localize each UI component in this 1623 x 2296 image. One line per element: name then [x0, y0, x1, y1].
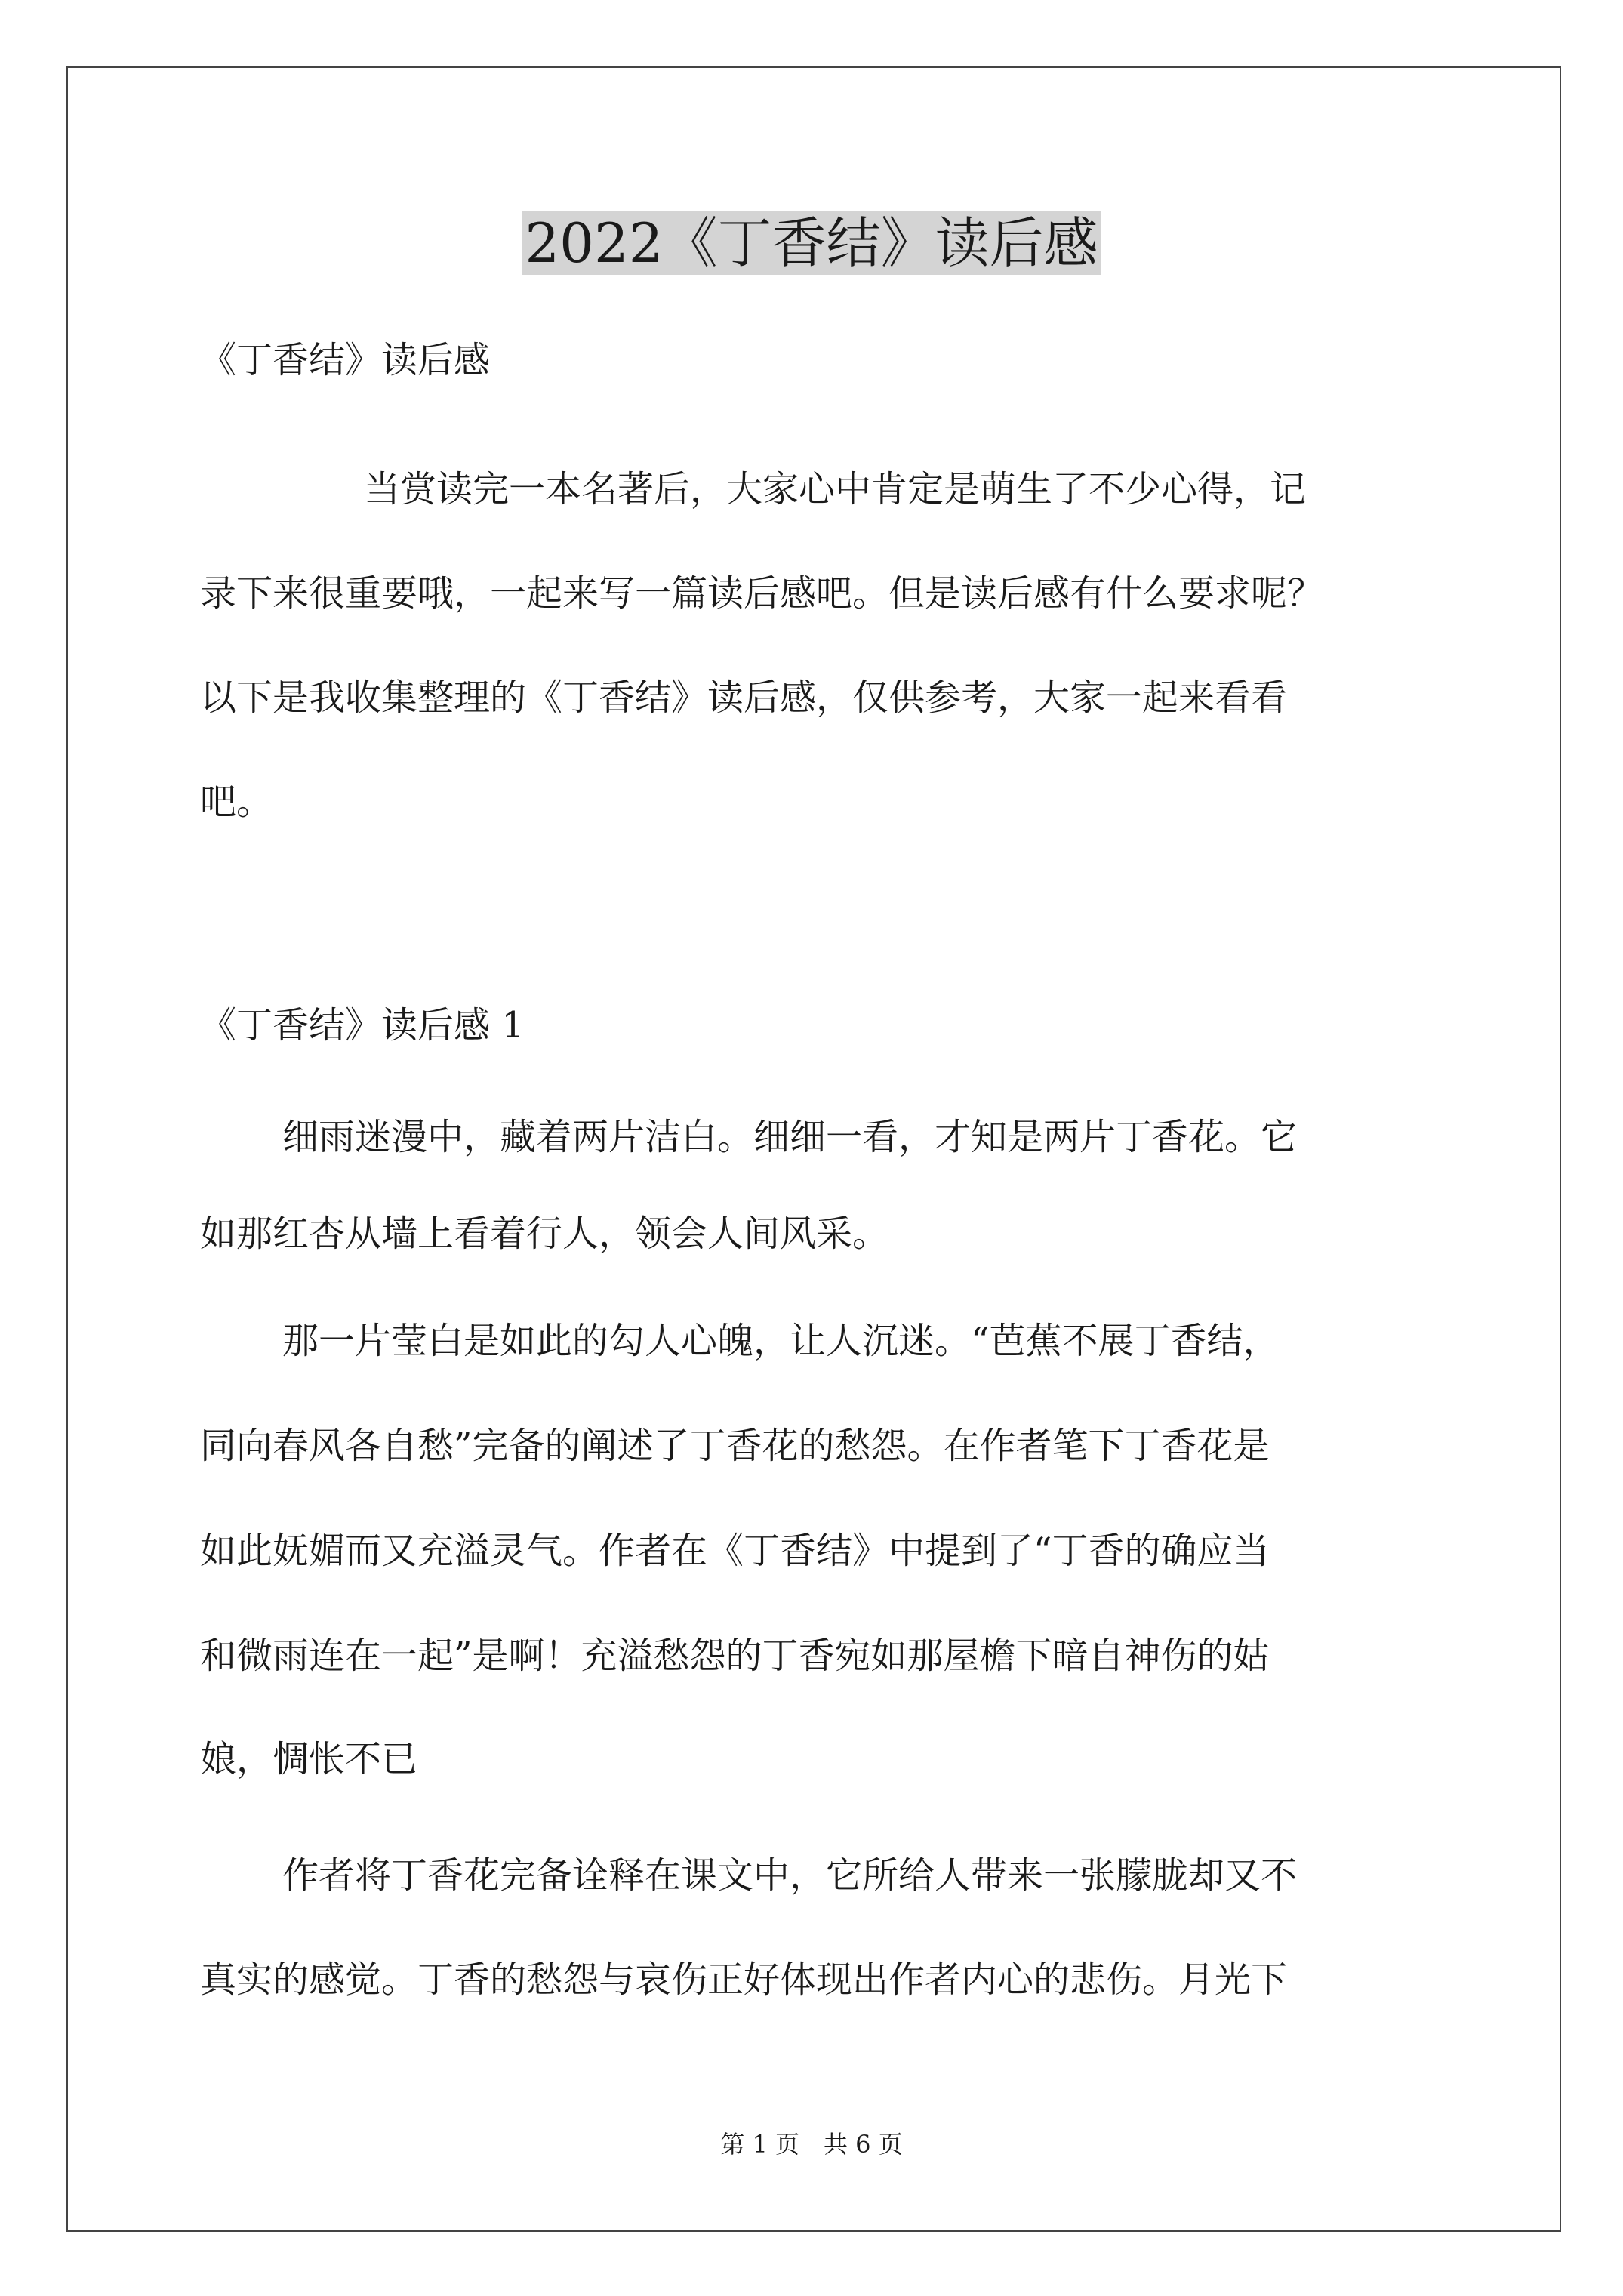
page-footer: 第 1 页 共 6 页 — [720, 2130, 903, 2159]
paragraph-line: 同向春风各自愁”完备的阐述了丁香花的愁怨。在作者笔下丁香花是 — [200, 1425, 1270, 1467]
intro-line: 以下是我收集整理的《丁香结》读后感，仅供参考，大家一起来看看 — [200, 676, 1288, 719]
paragraph-line: 和微雨连在一起”是啊！充溢愁怨的丁香宛如那屋檐下暗自神伤的姑 — [200, 1635, 1270, 1677]
paragraph-line: 如那红杏从墙上看着行人，领会人间风采。 — [200, 1213, 889, 1255]
intro-line: 吧。 — [200, 781, 273, 823]
intro-line: 当赏读完一本名著后，大家心中肯定是萌生了不少心得，记 — [364, 468, 1307, 510]
intro-line: 录下来很重要哦，一起来写一篇读后感吧。但是读后感有什么要求呢？ — [200, 572, 1324, 615]
paragraph-line: 真实的感觉。丁香的愁怨与哀伤正好体现出作者内心的悲伤。月光下 — [200, 1959, 1288, 2001]
paragraph-line: 那一片莹白是如此的勾人心魄，让人沉迷。“芭蕉不展丁香结， — [282, 1320, 1280, 1362]
document-title-text: 2022《丁香结》读后感 — [522, 211, 1101, 275]
paragraph-line: 如此妩媚而又充溢灵气。作者在《丁香结》中提到了“丁香的确应当 — [200, 1530, 1270, 1572]
section-heading: 《丁香结》读后感 1 — [200, 1004, 525, 1046]
paragraph-line: 细雨迷漫中，藏着两片洁白。细细一看，才知是两片丁香花。它 — [282, 1116, 1298, 1158]
main-heading: 《丁香结》读后感 — [200, 339, 491, 381]
document-title — [0, 205, 1623, 281]
paragraph-line: 娘，惆怅不已 — [200, 1738, 418, 1780]
paragraph-line: 作者将丁香花完备诠释在课文中，它所给人带来一张朦胧却又不 — [282, 1854, 1298, 1897]
